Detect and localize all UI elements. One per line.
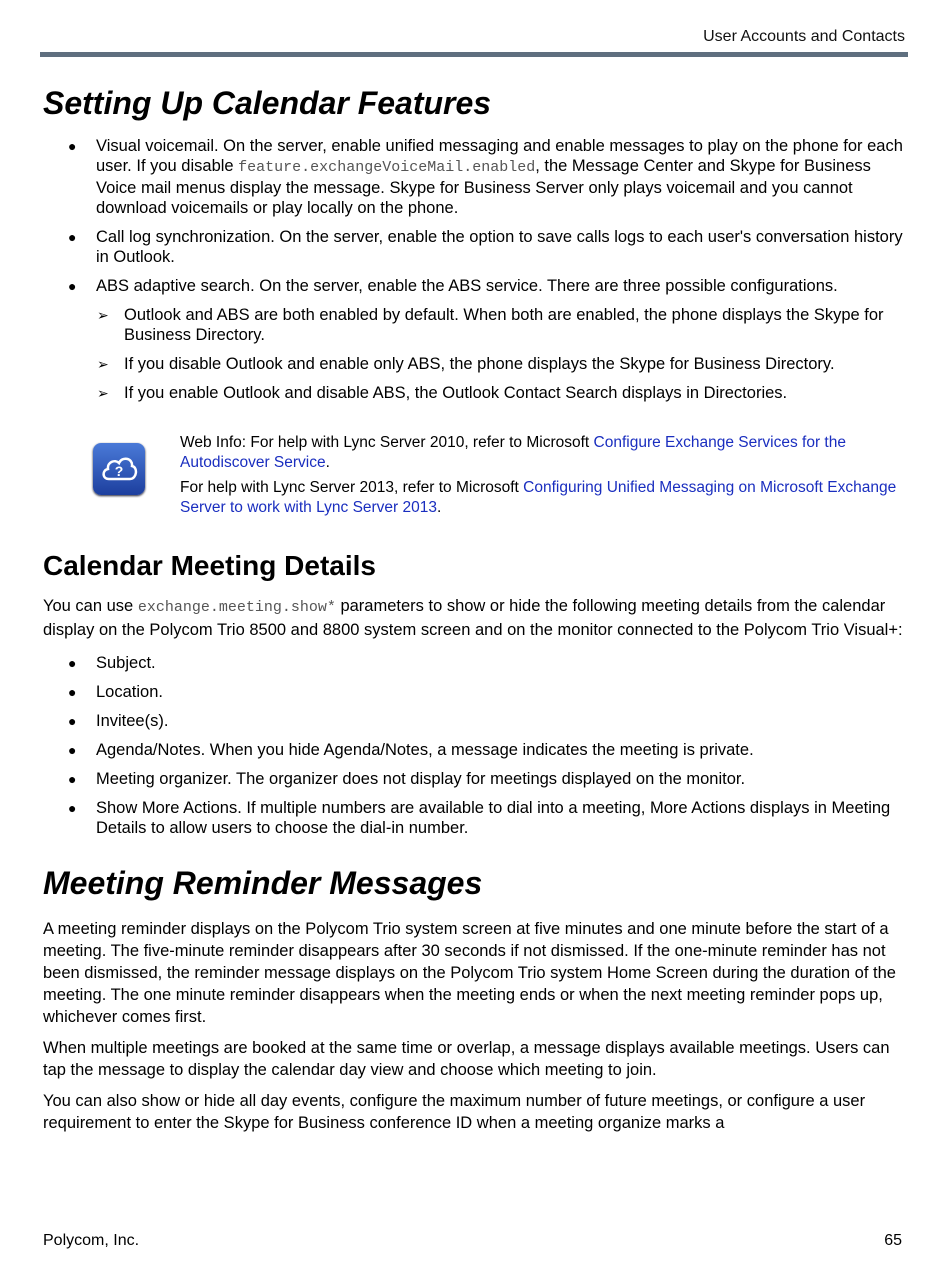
text: Visual voicemail. On the server, enable unified messaging and enable messages to play on the phone for each user. If you disable bbox=[96, 137, 903, 176]
calendar-features-list bbox=[43, 136, 905, 403]
sub-list-item: ➢ If you enable Outlook and disable ABS, the Outlook Contact Search displays in Directories. bbox=[96, 383, 905, 403]
footer-company: Polycom, Inc. bbox=[43, 1232, 140, 1249]
list-item: ● Invitee(s). bbox=[43, 711, 905, 731]
list-item: ● Agenda/Notes. When you hide Agenda/Notes, a message indicates the meeting is private. bbox=[43, 740, 905, 760]
help-cloud-icon bbox=[93, 443, 145, 495]
text: , the Message Center and Skype for Business Voice mail menus display the message. Skype for Business Server only plays voicemail and you cannot download voicemails or play locally on the phone. bbox=[96, 157, 871, 218]
paragraph: When multiple meetings are booked at the same time or overlap, a message displays available meetings. Users can tap the message to display the calendar day view and choose which meeting to join. bbox=[43, 1039, 890, 1080]
sub-list-item: ➢ If you disable Outlook and enable only ABS, the phone displays the Skype for Business Directory. bbox=[96, 354, 905, 374]
link-autodiscover[interactable]: Configure Exchange Services for the Autodiscover Service bbox=[180, 434, 846, 472]
list-item: ● Subject. bbox=[43, 653, 905, 673]
web-info-text bbox=[180, 433, 905, 518]
section-heading-calendar-features: Setting Up Calendar Features bbox=[43, 85, 492, 121]
paragraph: You can also show or hide all day events, configure the maximum number of future meetings, or configure a user requirement to enter the Skype for Business conference ID when a meeting organize marks a bbox=[43, 1092, 866, 1133]
text: For help with Lync Server 2013, refer to Microsoft bbox=[180, 479, 524, 497]
list-item: ● Meeting organizer. The organizer does not display for meetings displayed on the monitor. bbox=[43, 769, 905, 789]
running-header: User Accounts and Contacts bbox=[703, 28, 905, 45]
list-item-call-log-sync: ● Call log synchronization. On the server, enable the option to save calls logs to each user's conversation history in Outlook. bbox=[43, 227, 905, 267]
sub-list-item: ➢ Outlook and ABS are both enabled by default. When both are enabled, the phone displays the Skype for Business Directory. bbox=[96, 305, 905, 345]
list-item: ● Show More Actions. If multiple numbers are available to dial into a meeting, More Actions displays in Meeting Details to allow users to choose the dial-in number. bbox=[43, 798, 905, 838]
page-content bbox=[43, 84, 905, 1143]
meeting-details-list bbox=[43, 653, 905, 838]
text: ABS adaptive search. On the server, enable the ABS service. There are three possible configurations. bbox=[96, 277, 838, 296]
web-info-line-2013 bbox=[180, 478, 905, 518]
paragraph: A meeting reminder displays on the Polycom Trio system screen at five minutes and one minute before the start of a meeting. The five-minute reminder disappears after 30 seconds if not dismissed. If the one-minute reminder has not been dismissed, the reminder message displays on the Polycom Trio system Home Screen during the duration of the meeting. The one minute reminder disappears when the meeting ends or when the next meeting reminder pops up, whichever comes first. bbox=[43, 920, 896, 1027]
list-item-abs-search bbox=[43, 276, 905, 403]
abs-config-list bbox=[96, 305, 905, 403]
meeting-details-intro bbox=[43, 595, 905, 641]
text: . bbox=[437, 499, 442, 517]
web-info-box bbox=[43, 433, 905, 523]
section-heading-meeting-details: Calendar Meeting Details bbox=[43, 550, 376, 582]
code-param: feature.exchangeVoiceMail.enabled bbox=[238, 159, 536, 177]
text: You can use bbox=[43, 596, 138, 615]
section-heading-reminder-messages: Meeting Reminder Messages bbox=[43, 864, 483, 901]
svg-text:?: ? bbox=[114, 463, 124, 480]
header-rule bbox=[40, 52, 908, 57]
code-param: exchange.meeting.show* bbox=[137, 598, 336, 616]
list-item: ● Location. bbox=[43, 682, 905, 702]
text: . bbox=[325, 454, 330, 472]
web-info-line-2010 bbox=[180, 433, 905, 473]
page-number: 65 bbox=[884, 1232, 902, 1249]
text: parameters to show or hide the following meeting details from the calendar display on the Polycom Trio 8500 and 8800 system screen and on the monitor connected to the Polycom Trio Visual+: bbox=[43, 596, 903, 639]
link-unified-messaging[interactable]: Configuring Unified Messaging on Microsoft Exchange Server to work with Lync Server 2013 bbox=[180, 479, 897, 517]
list-item-visual-voicemail bbox=[43, 136, 905, 218]
text: Web Info: For help with Lync Server 2010, refer to Microsoft bbox=[180, 434, 594, 452]
